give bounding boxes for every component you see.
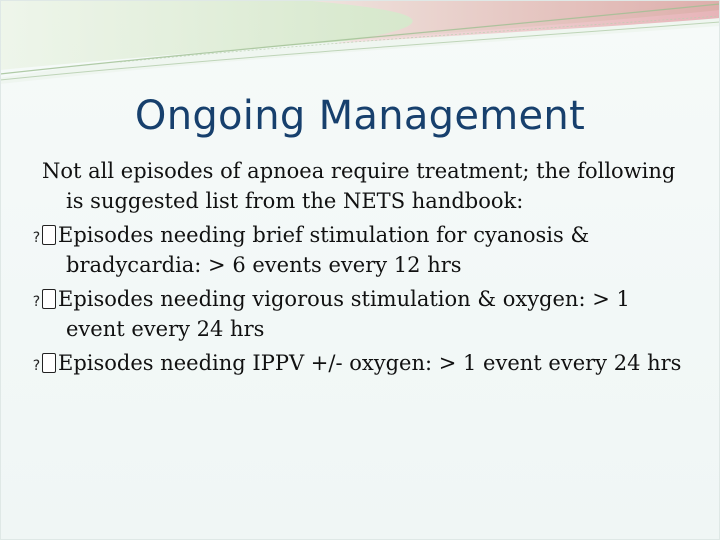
bullet-item-2	[42, 284, 682, 344]
missing-glyph-icon	[42, 289, 56, 309]
bullet-text-3: Episodes needing IPPV +/- oxygen: > 1 event every 24 hrs	[58, 351, 682, 375]
slide-title: Ongoing Management	[134, 93, 586, 139]
intro-paragraph	[42, 156, 682, 216]
missing-glyph-icon	[42, 353, 56, 373]
decorative-swoosh	[0, 0, 720, 90]
bullet-text-2: Episodes needing vigorous stimulation & oxygen: > 1 event every 24 hrs	[58, 287, 630, 341]
slide-body	[42, 156, 682, 382]
missing-glyph-icon	[42, 225, 56, 245]
bullet-text-1: Episodes needing brief stimulation for cyanosis & bradycardia: > 6 events every 12 hrs	[58, 223, 590, 277]
intro-text: Not all episodes of apnoea require treatment; the following is suggested list from the NETS handbook:	[42, 159, 676, 213]
bullet-item-3	[42, 348, 682, 378]
bullet-item-1	[42, 220, 682, 280]
